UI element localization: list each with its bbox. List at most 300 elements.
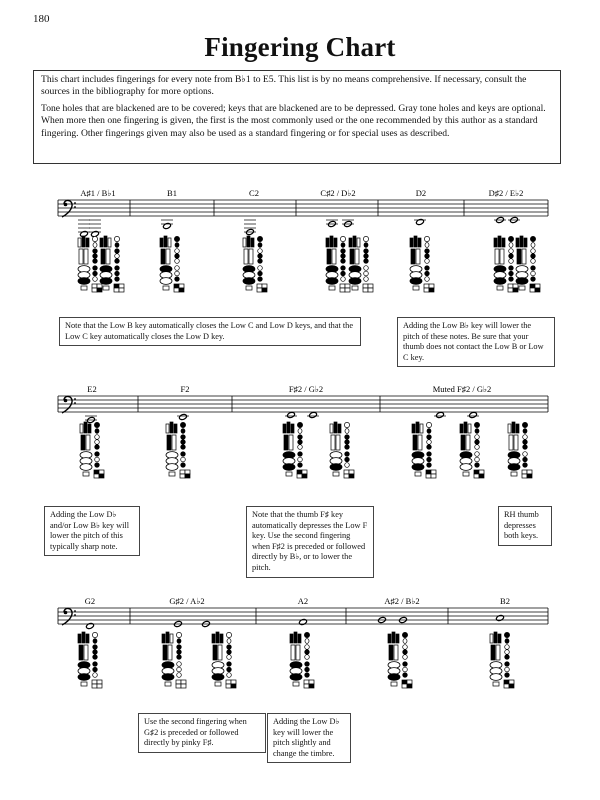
tone-hole bbox=[505, 645, 510, 650]
tone-hole bbox=[93, 271, 98, 276]
pinky-key bbox=[504, 680, 509, 684]
column-key bbox=[500, 249, 504, 264]
pinky-key bbox=[402, 680, 407, 684]
thumb-key bbox=[326, 238, 329, 247]
tone-hole bbox=[298, 463, 303, 468]
thumb-key bbox=[516, 238, 519, 247]
tone-hole bbox=[175, 259, 180, 264]
note-label: G♯2 / A♭2 bbox=[169, 596, 205, 606]
side-key bbox=[523, 429, 527, 434]
column-key bbox=[81, 435, 85, 450]
tone-hole bbox=[531, 266, 536, 271]
thumb-key bbox=[168, 238, 171, 247]
pinky-key bbox=[176, 680, 181, 684]
tone-hole bbox=[475, 452, 480, 457]
tone-hole bbox=[175, 249, 180, 254]
fingering-diagram bbox=[326, 236, 350, 292]
tone-hole bbox=[305, 650, 310, 655]
tone-hole bbox=[93, 266, 98, 271]
column-key bbox=[413, 435, 417, 450]
pinky-key bbox=[349, 470, 354, 474]
tone-hole bbox=[505, 650, 510, 655]
tone-hole bbox=[175, 266, 180, 271]
pinky-key bbox=[509, 680, 514, 684]
side-key bbox=[341, 243, 345, 248]
tone-hole bbox=[523, 435, 528, 440]
octave-key bbox=[114, 236, 119, 241]
thumb-key bbox=[162, 634, 165, 643]
tone-hole bbox=[227, 662, 232, 667]
lower-key bbox=[212, 674, 224, 681]
pinky-key bbox=[522, 470, 527, 474]
thumb-key bbox=[104, 236, 107, 247]
octave-key bbox=[92, 236, 97, 241]
pinky-key bbox=[103, 286, 109, 290]
tone-hole bbox=[177, 650, 182, 655]
tone-hole bbox=[475, 435, 480, 440]
tone-hole bbox=[531, 277, 536, 282]
tone-hole bbox=[364, 266, 369, 271]
side-key bbox=[531, 243, 535, 248]
pinky-key bbox=[94, 474, 99, 478]
side-key bbox=[425, 243, 429, 248]
column-key bbox=[101, 249, 105, 264]
pinky-key bbox=[181, 684, 186, 688]
thumb-key bbox=[170, 634, 173, 643]
bass-clef-dot bbox=[74, 402, 76, 404]
tone-hole bbox=[258, 277, 263, 282]
side-key bbox=[181, 429, 185, 434]
octave-key bbox=[522, 422, 527, 427]
lower-key bbox=[490, 674, 502, 681]
pinky-key bbox=[179, 288, 184, 292]
thumb-key bbox=[283, 424, 286, 433]
bass-clef-dot bbox=[64, 399, 68, 403]
intro-paragraph-1: This chart includes fingerings for every note from B♭1 to E5. This list is by no means comprehensive. If necessary, consult the sources in the bibliography for more options. bbox=[41, 74, 527, 98]
tone-hole bbox=[93, 673, 98, 678]
pinky-key bbox=[407, 684, 412, 688]
tone-hole bbox=[364, 271, 369, 276]
tone-hole bbox=[181, 452, 186, 457]
side-key bbox=[175, 243, 179, 248]
pinky-key bbox=[297, 470, 302, 474]
column-key bbox=[411, 249, 415, 264]
tone-hole bbox=[95, 457, 100, 462]
thumb-key bbox=[82, 236, 85, 247]
chart-row-1 bbox=[58, 188, 548, 292]
whole-note bbox=[416, 218, 425, 225]
tone-hole bbox=[345, 445, 350, 450]
side-key bbox=[305, 639, 309, 644]
fingering-diagram bbox=[349, 236, 373, 292]
lower-key bbox=[243, 278, 255, 285]
fingering-diagram bbox=[490, 632, 514, 688]
octave-key bbox=[530, 236, 535, 241]
column-key bbox=[461, 435, 465, 450]
thumb-key bbox=[220, 634, 223, 643]
octave-key bbox=[402, 632, 407, 637]
column-key bbox=[509, 435, 513, 450]
pinky-key bbox=[479, 470, 484, 474]
lower-key bbox=[388, 674, 400, 681]
tone-hole bbox=[258, 259, 263, 264]
thumb-key bbox=[353, 236, 356, 247]
page-title: Fingering Chart bbox=[204, 32, 396, 62]
column-key bbox=[296, 645, 300, 660]
pinky-key bbox=[81, 682, 87, 686]
pinky-key bbox=[363, 284, 368, 288]
pinky-key bbox=[94, 470, 99, 474]
column-key bbox=[167, 435, 171, 450]
tone-hole bbox=[95, 445, 100, 450]
thumb-key bbox=[334, 422, 337, 433]
thumb-key bbox=[414, 236, 417, 247]
tone-hole bbox=[403, 645, 408, 650]
thumb-key bbox=[498, 634, 501, 643]
tone-hole bbox=[364, 254, 369, 259]
bass-clef-dot bbox=[74, 610, 76, 612]
tone-hole bbox=[175, 271, 180, 276]
octave-key bbox=[257, 236, 262, 241]
thumb-key bbox=[247, 236, 250, 247]
thumb-key bbox=[291, 424, 294, 433]
column-key bbox=[350, 249, 354, 264]
tone-hole bbox=[475, 440, 480, 445]
tone-hole bbox=[427, 463, 432, 468]
tone-hole bbox=[298, 440, 303, 445]
side-key bbox=[345, 429, 349, 434]
tone-hole bbox=[475, 445, 480, 450]
whole-note bbox=[496, 614, 505, 621]
octave-key bbox=[226, 632, 231, 637]
pinky-key bbox=[246, 286, 252, 290]
tone-hole bbox=[403, 655, 408, 660]
lower-key bbox=[78, 674, 90, 681]
whole-note bbox=[309, 411, 318, 418]
tone-hole bbox=[93, 259, 98, 264]
fingering-diagram bbox=[78, 632, 102, 688]
pinky-key bbox=[180, 470, 185, 474]
lower-key bbox=[410, 278, 422, 285]
bass-clef-dot bbox=[74, 202, 76, 204]
thumb-key bbox=[78, 634, 81, 643]
fingering-diagram bbox=[243, 236, 267, 292]
pinky-key bbox=[508, 284, 513, 288]
pinky-key bbox=[368, 288, 373, 292]
pinky-key bbox=[309, 680, 314, 684]
tone-hole bbox=[115, 271, 120, 276]
pinky-key bbox=[231, 680, 236, 684]
thumb-key bbox=[516, 424, 519, 433]
side-key bbox=[93, 639, 97, 644]
pinky-key bbox=[368, 284, 373, 288]
note-label: E2 bbox=[87, 384, 97, 394]
column-key bbox=[418, 435, 422, 450]
tone-hole bbox=[181, 445, 186, 450]
fingering-diagram bbox=[410, 236, 434, 292]
pinky-key bbox=[114, 288, 119, 292]
pinky-key bbox=[527, 474, 532, 478]
thumb-key bbox=[298, 634, 301, 643]
tone-hole bbox=[175, 254, 180, 259]
pinky-key bbox=[185, 474, 190, 478]
tone-hole bbox=[364, 249, 369, 254]
tone-hole bbox=[115, 259, 120, 264]
tone-hole bbox=[93, 277, 98, 282]
column-key bbox=[86, 435, 90, 450]
tone-hole bbox=[341, 259, 346, 264]
pinky-key bbox=[333, 472, 339, 476]
fingering-diagram bbox=[516, 236, 540, 292]
pinky-key bbox=[226, 684, 231, 688]
octave-key bbox=[474, 422, 479, 427]
whole-note bbox=[436, 411, 445, 418]
pinky-key bbox=[474, 474, 479, 478]
tone-hole bbox=[403, 650, 408, 655]
lower-key bbox=[80, 464, 92, 471]
column-key bbox=[166, 249, 170, 264]
pinky-key bbox=[429, 288, 434, 292]
tone-hole bbox=[509, 254, 514, 259]
thumb-key bbox=[357, 238, 360, 247]
pinky-key bbox=[262, 288, 267, 292]
tone-hole bbox=[345, 452, 350, 457]
side-key bbox=[298, 429, 302, 434]
pinky-key bbox=[293, 682, 299, 686]
tone-hole bbox=[427, 435, 432, 440]
tone-hole bbox=[305, 673, 310, 678]
column-key bbox=[168, 645, 172, 660]
whole-note bbox=[179, 413, 188, 420]
pinky-key bbox=[226, 680, 231, 684]
column-key bbox=[244, 249, 248, 264]
pinky-key bbox=[345, 284, 350, 288]
note-label: B2 bbox=[500, 596, 510, 606]
bass-clef-curve bbox=[62, 396, 72, 413]
tone-hole bbox=[425, 266, 430, 271]
tone-hole bbox=[298, 435, 303, 440]
whole-note bbox=[287, 411, 296, 418]
tone-hole bbox=[531, 249, 536, 254]
pinky-key bbox=[169, 472, 175, 476]
thumb-key bbox=[468, 424, 471, 433]
side-key bbox=[364, 243, 368, 248]
thumb-key bbox=[338, 424, 341, 433]
thumb-key bbox=[88, 424, 91, 433]
pinky-key bbox=[97, 288, 102, 292]
column-key bbox=[355, 249, 359, 264]
lower-key bbox=[78, 278, 90, 285]
pinky-key bbox=[92, 684, 97, 688]
tone-hole bbox=[523, 457, 528, 462]
pinky-key bbox=[286, 472, 292, 476]
tone-hole bbox=[364, 259, 369, 264]
tone-hole bbox=[181, 463, 186, 468]
tone-hole bbox=[523, 463, 528, 468]
tone-hole bbox=[95, 463, 100, 468]
fingering-diagram bbox=[162, 632, 186, 688]
note-label: A♯1 / B♭1 bbox=[80, 188, 116, 198]
pinky-key bbox=[431, 474, 436, 478]
tone-hole bbox=[505, 673, 510, 678]
octave-key bbox=[92, 632, 97, 637]
thumb-key bbox=[174, 424, 177, 433]
pinky-key bbox=[309, 684, 314, 688]
tone-hole bbox=[258, 249, 263, 254]
octave-key bbox=[344, 422, 349, 427]
pinky-key bbox=[511, 472, 517, 476]
thumb-key bbox=[243, 238, 246, 247]
thumb-key bbox=[84, 422, 87, 433]
pinky-key bbox=[257, 284, 262, 288]
lower-key bbox=[162, 674, 174, 681]
bass-clef-dot bbox=[74, 614, 76, 616]
column-key bbox=[394, 645, 398, 660]
pinky-key bbox=[513, 284, 518, 288]
note-label: C2 bbox=[249, 188, 259, 198]
note-label: B1 bbox=[167, 188, 177, 198]
pinky-key bbox=[97, 684, 102, 688]
pinky-key bbox=[519, 286, 525, 290]
note-label: C♯2 / D♭2 bbox=[320, 188, 356, 198]
pinky-key bbox=[363, 288, 368, 292]
tone-hole bbox=[341, 277, 346, 282]
column-key bbox=[522, 249, 526, 264]
thumb-key bbox=[170, 422, 173, 433]
thumb-key bbox=[166, 424, 169, 433]
pinky-key bbox=[344, 474, 349, 478]
tone-hole bbox=[341, 266, 346, 271]
column-key bbox=[491, 645, 495, 660]
pinky-key bbox=[431, 470, 436, 474]
lower-key bbox=[508, 464, 520, 471]
side-key bbox=[505, 639, 509, 644]
tone-hole bbox=[531, 259, 536, 264]
thumb-key bbox=[294, 632, 297, 643]
side-key bbox=[403, 639, 407, 644]
note-a2-lower: Adding the Low D♭ key will lower the pitch slightly and change the timbre. bbox=[267, 713, 351, 763]
pinky-key bbox=[530, 288, 535, 292]
tone-hole bbox=[403, 667, 408, 672]
pinky-key bbox=[304, 684, 309, 688]
intro-paragraph-2: Tone holes that are blackened are to be covered; keys that are blackened are to be depressed. Gray tone holes and keys are optional. When more then one fingering is given, the first is the most commonly used or the one recommended by this author as a standard fingering. Other fingerings given may also be used as a standard fingering or for special uses as described. bbox=[41, 102, 546, 139]
tone-hole bbox=[427, 457, 432, 462]
column-key bbox=[466, 435, 470, 450]
column-key bbox=[163, 645, 167, 660]
pinky-key bbox=[83, 472, 89, 476]
tone-hole bbox=[95, 452, 100, 457]
tone-hole bbox=[505, 655, 510, 660]
tone-hole bbox=[509, 277, 514, 282]
bass-clef-dot bbox=[74, 206, 76, 208]
thumb-key bbox=[508, 424, 511, 433]
pinky-key bbox=[262, 284, 267, 288]
pinky-key bbox=[329, 286, 335, 290]
note-low-bb-lower: Adding the Low B♭ key will lower the pitch of these notes. Be sure that your thumb does not contact the Low B or Low C key. bbox=[397, 317, 555, 367]
bass-clef-dot bbox=[64, 611, 68, 615]
tone-hole bbox=[425, 254, 430, 259]
pinky-key bbox=[426, 474, 431, 478]
fingering-diagram bbox=[508, 422, 532, 478]
tone-hole bbox=[425, 259, 430, 264]
pinky-key bbox=[180, 474, 185, 478]
tone-hole bbox=[258, 266, 263, 271]
column-key bbox=[161, 249, 165, 264]
pinky-key bbox=[474, 470, 479, 474]
octave-key bbox=[426, 422, 431, 427]
pinky-key bbox=[424, 284, 429, 288]
pinky-key bbox=[535, 288, 540, 292]
tone-hole bbox=[425, 277, 430, 282]
fingering-diagram bbox=[330, 422, 354, 478]
tone-hole bbox=[305, 645, 310, 650]
tone-hole bbox=[341, 254, 346, 259]
thumb-key bbox=[108, 238, 111, 247]
side-key bbox=[475, 429, 479, 434]
pinky-key bbox=[215, 682, 221, 686]
pinky-key bbox=[174, 284, 179, 288]
tone-hole bbox=[175, 277, 180, 282]
tone-hole bbox=[177, 673, 182, 678]
thumb-key bbox=[396, 634, 399, 643]
tone-hole bbox=[523, 440, 528, 445]
thumb-key bbox=[498, 236, 501, 247]
pinky-key bbox=[119, 284, 124, 288]
tone-hole bbox=[93, 254, 98, 259]
thumb-key bbox=[460, 424, 463, 433]
lower-key bbox=[460, 464, 472, 471]
bass-clef-curve bbox=[62, 200, 72, 217]
octave-key bbox=[180, 422, 185, 427]
column-key bbox=[514, 435, 518, 450]
note-label: D♯2 / E♭2 bbox=[488, 188, 524, 198]
pinky-key bbox=[297, 474, 302, 478]
pinky-key bbox=[407, 680, 412, 684]
pinky-key bbox=[99, 474, 104, 478]
pinky-key bbox=[302, 474, 307, 478]
side-key bbox=[177, 639, 181, 644]
pinky-key bbox=[165, 682, 171, 686]
lower-key bbox=[494, 278, 506, 285]
pinky-key bbox=[479, 474, 484, 478]
tone-hole bbox=[177, 667, 182, 672]
thumb-key bbox=[418, 238, 421, 247]
pinky-key bbox=[349, 474, 354, 478]
column-key bbox=[79, 645, 83, 660]
pinky-key bbox=[429, 284, 434, 288]
tone-hole bbox=[181, 440, 186, 445]
tone-hole bbox=[227, 667, 232, 672]
thumb-key bbox=[86, 238, 89, 247]
tone-hole bbox=[523, 452, 528, 457]
tone-hole bbox=[509, 249, 514, 254]
tone-hole bbox=[505, 667, 510, 672]
tone-hole bbox=[427, 445, 432, 450]
thumb-key bbox=[334, 238, 337, 247]
pinky-key bbox=[92, 288, 97, 292]
tone-hole bbox=[93, 655, 98, 660]
pinky-key bbox=[426, 470, 431, 474]
lower-key bbox=[349, 278, 361, 285]
thumb-key bbox=[416, 422, 419, 433]
thumb-key bbox=[164, 236, 167, 247]
lower-key bbox=[160, 278, 172, 285]
whole-note bbox=[86, 622, 95, 629]
side-key bbox=[115, 243, 119, 248]
chart-row-2 bbox=[58, 384, 548, 478]
thumb-key bbox=[212, 634, 215, 643]
fingering-diagram bbox=[166, 422, 190, 478]
